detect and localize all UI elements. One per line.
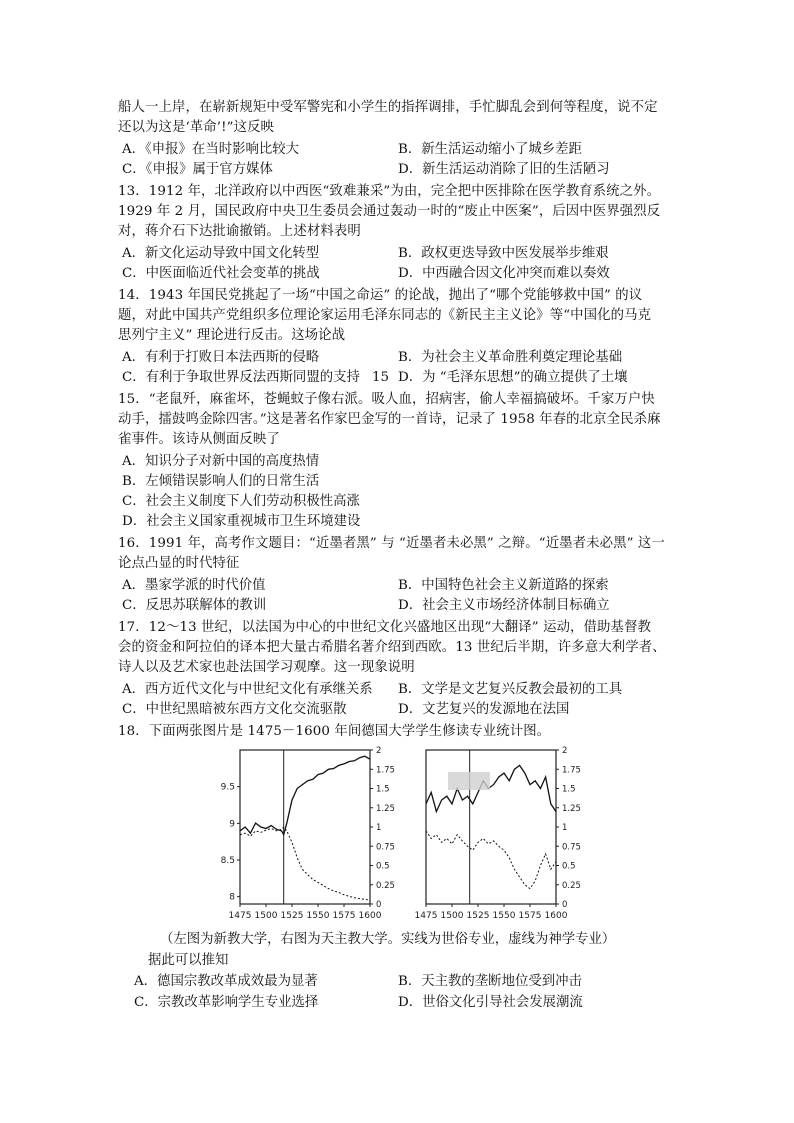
q13-option-d: D．中西融合因文化冲突而难以奏效 <box>398 266 610 281</box>
left-chart-x-tick-label: 1500 <box>254 911 278 921</box>
q18-caption: （左图为新教大学，右图为天主教大学。实线为世俗专业，虚线为神学专业） <box>160 932 616 947</box>
q16-option-b: B．中国特色社会主义新道路的探索 <box>398 578 609 593</box>
left-chart-yl-tick-label: 8.5 <box>220 856 235 866</box>
left-chart-yr-tick-label: 0.5 <box>376 861 390 872</box>
q18-option-b: B．天主教的垄断地位受到冲击 <box>398 974 582 989</box>
left-chart-yr-tick-label: 0.25 <box>376 880 395 891</box>
right-chart-frame <box>426 750 556 904</box>
right-chart-yr-tick-label: 1.25 <box>562 803 581 814</box>
left-chart-yr-tick-label: 0 <box>376 900 382 910</box>
right-chart-yr-tick-label: 0.5 <box>562 861 576 872</box>
q14-option-b: B．为社会主义革命胜利奠定理论基础 <box>398 350 623 365</box>
left-chart-secular-line <box>240 756 370 835</box>
q17-option-b: B．文学是文艺复兴反教会最初的工具 <box>398 682 623 697</box>
q17-line-1: 17．12～13 世纪，以法国为中心的中世纪文化兴盛地区出现“大翻译” 运动，借助基督教 <box>118 620 651 635</box>
q14-option-d: D．为 “毛泽东思想”的确立提供了土壤 <box>398 370 628 385</box>
q13-option-c: C．中医面临近代社会变革的挑战 <box>122 266 320 281</box>
q13-line-2: 1929 年 2 月，国民政府中央卫生委员会通过轰动一时的“废止中医案”，后因中医界强烈反 <box>118 204 661 219</box>
right-chart-yr-tick-label: 1.5 <box>562 784 576 795</box>
left-chart-yr-tick-label: 1 <box>376 823 382 833</box>
q14-line-2: 题，对此中国共产党组织多位理论家运用毛泽东同志的《新民主主义论》等“中国化的马克 <box>118 308 652 323</box>
q18-option-c: C．宗教改革影响学生专业选择 <box>134 995 319 1010</box>
left-chart-yr-tick-label: 0.75 <box>376 842 395 853</box>
q13-line-1: 13．1912 年，北洋政府以中西医“致难兼采”为由，完全把中医排除在医学教育系统之外。 <box>118 184 661 199</box>
left-chart-yr-tick-label: 1.5 <box>376 784 390 795</box>
q17-option-c: C．中世纪黑暗被东西方文化交流驱散 <box>122 702 347 717</box>
intro-line-2: 还以为这是‘革命’!”这反映 <box>118 120 275 135</box>
left-chart-yl-tick-label: 8 <box>229 892 235 903</box>
q16-option-a: A．墨家学派的时代价值 <box>122 578 266 593</box>
q17-option-d: D．文艺复兴的发源地在法国 <box>398 702 570 717</box>
q18-option-d: D．世俗文化引导社会发展潮流 <box>398 995 583 1010</box>
right-chart-yr-tick-label: 2 <box>562 746 568 756</box>
right-chart-x-tick-label: 1525 <box>466 911 490 921</box>
right-chart-x-tick-label: 1575 <box>518 911 542 921</box>
intro-option-a: A．《申报》在当时影响比较大 <box>122 142 300 157</box>
left-chart-yr-tick-label: 1.75 <box>376 765 395 776</box>
right-chart-yr-tick-label: 0.25 <box>562 880 581 891</box>
q13-option-a: A．新文化运动导致中国文化转型 <box>122 246 320 261</box>
left-chart-x-tick-label: 1600 <box>358 911 382 921</box>
q16-line-1: 16．1991 年，高考作文题目：“近墨者黑” 与 “近墨者未必黑” 之辩。“近墨者未必黑” 这一 <box>118 536 665 551</box>
q15-line-2: 动手，擂鼓鸣金除四害。”这是著名作家巴金写的一首诗，记录了 1958 年春的北京全民杀麻 <box>118 412 661 427</box>
right-chart-x-tick-label: 1550 <box>492 911 516 921</box>
q16-line-2: 论点凸显的时代特征 <box>118 556 240 571</box>
q18-lead: 据此可以推知 <box>148 953 229 968</box>
q15-option-a: A．知识分子对新中国的高度热情 <box>122 454 320 469</box>
q15-option-d: D．社会主义国家重视城市卫生环境建设 <box>122 514 361 529</box>
left-chart-yr-tick-label: 1.25 <box>376 803 395 814</box>
q18-option-a: A．德国宗教改革成效最为显著 <box>134 974 318 989</box>
q16-option-c: C．反思苏联解体的教训 <box>122 598 267 613</box>
left-chart-theology-line <box>240 827 370 900</box>
q17-line-2: 会的资金和阿拉伯的译本把大量古希腊名著介绍到西欧。13 世纪后半期，许多意大利学者、 <box>118 640 666 655</box>
left-chart-yl-tick-label: 9.5 <box>220 782 235 793</box>
right-chart-x-tick-label: 1500 <box>440 911 464 921</box>
q14-option-a: A．有利于打败日本法西斯的侵略 <box>122 350 320 365</box>
intro-line-1: 船人一上岸，在崭新规矩中受军警宪和小学生的指挥调排，手忙脚乱会到何等程度，说不定 <box>118 100 658 115</box>
q15-option-b: B．左倾错误影响人们的日常生活 <box>122 474 320 489</box>
q18-line-1: 18．下面两张图片是 1475－1600 年间德国大学学生修读专业统计图。 <box>118 724 551 739</box>
q13-option-b: B．政权更迭导致中医发展举步维艰 <box>398 246 609 261</box>
left-chart-x-tick-label: 1525 <box>280 911 304 921</box>
right-chart-yr-tick-label: 1 <box>562 823 568 833</box>
left-chart-yl-tick-label: 9 <box>229 819 235 830</box>
intro-option-b: B．新生活运动缩小了城乡差距 <box>398 142 582 157</box>
q13-line-3: 对，蒋介石下达批谕撤销。上述材料表明 <box>118 224 361 239</box>
q14-option-c: C．有利于争取世界反法西斯同盟的支持 <box>122 370 360 385</box>
left-chart-x-tick-label: 1575 <box>332 911 356 921</box>
q15-line-3: 雀事件。该诗从侧面反映了 <box>118 432 280 447</box>
right-chart-x-tick-label: 1600 <box>544 911 568 921</box>
left-chart-x-tick-label: 1550 <box>306 911 330 921</box>
q18-charts <box>218 746 590 926</box>
left-chart-yr-tick-label: 2 <box>376 746 382 756</box>
q17-line-3: 诗人以及艺术家也赴法国学习观摩。这一现象说明 <box>118 660 415 675</box>
right-chart-theology-line <box>426 831 556 889</box>
q14-line-1: 14．1943 年国民党挑起了一场“中国之命运” 的论战，抛出了“哪个党能够救中国” 的议 <box>118 288 643 303</box>
left-chart-frame <box>240 750 370 904</box>
right-chart-blur-patch <box>448 772 490 790</box>
right-chart-x-tick-label: 1475 <box>414 911 438 921</box>
chart-protestant-university <box>218 746 404 926</box>
intro-option-d: D．新生活运动消除了旧的生活陋习 <box>398 162 610 177</box>
right-chart-secular-line <box>426 765 556 811</box>
q15-option-c: C．社会主义制度下人们劳动积极性高涨 <box>122 494 360 509</box>
right-chart-yr-tick-label: 1.75 <box>562 765 581 776</box>
q17-option-a: A．西方近代文化与中世纪文化有承继关系 <box>122 682 373 697</box>
q15-line-1: 15．“老鼠歼，麻雀坏，苍蝇蚊子像右派。吸人血，招病害，偷人幸福搞破坏。千家万户快 <box>118 392 655 407</box>
chart-catholic-university <box>404 746 590 926</box>
intro-option-c: C．《申报》属于官方媒体 <box>122 162 273 177</box>
right-chart-yr-tick-label: 0.75 <box>562 842 581 853</box>
q14-line-3: 思列宁主义” 理论进行反击。这场论战 <box>118 328 346 343</box>
right-chart-yr-tick-label: 0 <box>562 900 568 910</box>
left-chart-x-tick-label: 1475 <box>228 911 252 921</box>
q16-option-d: D．社会主义市场经济体制目标确立 <box>398 598 610 613</box>
q15-number-stray: 15 <box>372 370 390 385</box>
